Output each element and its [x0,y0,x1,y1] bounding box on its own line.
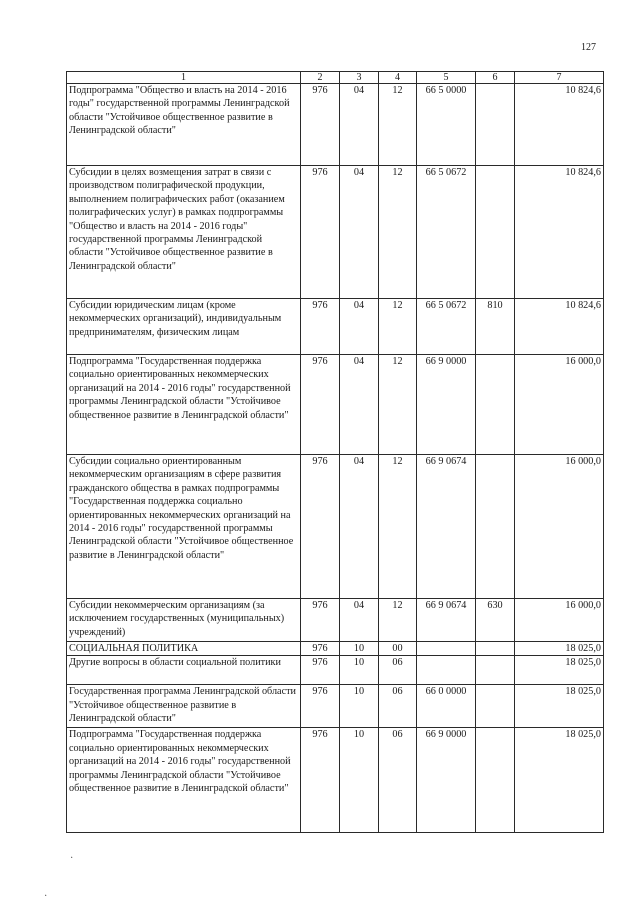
row-name: Другие вопросы в области социальной политики [67,656,301,685]
ministry-code: 976 [301,685,340,728]
expense-type-code [476,455,515,599]
target-article-code: 66 9 0674 [417,599,476,642]
amount: 16 000,0 [515,355,604,455]
target-article-code: 66 5 0672 [417,166,476,299]
amount: 18 025,0 [515,656,604,685]
row-name: Подпрограмма "Общество и власть на 2014 - 2016 годы" государственной программы Ленинградской области "Устойчивое общественное развитие в Ленинградской области" [67,84,301,166]
page-number: 127 [581,42,596,53]
budget-table [66,71,604,833]
expense-type-code [476,728,515,833]
scan-mark: ․ [70,850,74,861]
section-code: 04 [340,599,379,642]
table-row [67,84,604,166]
row-name: СОЦИАЛЬНАЯ ПОЛИТИКА [67,642,301,656]
column-number: 5 [417,72,476,84]
section-code: 04 [340,299,379,355]
column-number: 7 [515,72,604,84]
section-code: 04 [340,166,379,299]
column-number: 2 [301,72,340,84]
ministry-code: 976 [301,455,340,599]
subsection-code: 00 [379,642,417,656]
amount: 18 025,0 [515,642,604,656]
section-code: 04 [340,355,379,455]
ministry-code: 976 [301,355,340,455]
ministry-code: 976 [301,599,340,642]
target-article-code: 66 5 0672 [417,299,476,355]
subsection-code: 06 [379,656,417,685]
amount: 10 824,6 [515,84,604,166]
table-row [67,728,604,833]
expense-type-code [476,656,515,685]
table-row [67,299,604,355]
scan-mark: ․ [44,888,48,899]
column-number-row [67,72,604,84]
amount: 16 000,0 [515,455,604,599]
section-code: 10 [340,656,379,685]
expense-type-code: 810 [476,299,515,355]
expense-type-code [476,355,515,455]
row-name: Субсидии юридическим лицам (кроме некоммерческих организаций), индивидуальным предпринимателям, физическим лицам [67,299,301,355]
table-row [67,455,604,599]
ministry-code: 976 [301,728,340,833]
section-code: 10 [340,642,379,656]
amount: 10 824,6 [515,166,604,299]
table-row [67,599,604,642]
column-number: 6 [476,72,515,84]
target-article-code: 66 5 0000 [417,84,476,166]
ministry-code: 976 [301,84,340,166]
table-row [67,656,604,685]
row-name: Подпрограмма "Государственная поддержка социально ориентированных некоммерческих организаций на 2014 - 2016 годы" государственной программы Ленинградской области "Устойчивое общественное развитие в Ленинградской области" [67,355,301,455]
subsection-code: 12 [379,84,417,166]
row-name: Субсидии социально ориентированным некоммерческим организациям в сфере развития гражданского общества в рамках подпрограммы "Государственная поддержка социально ориентированных некоммерческих организаций на 2014 - 2016 годы" государственной программы Ленинградской области "Устойчивое общественное развитие в Ленинградской области" [67,455,301,599]
target-article-code [417,642,476,656]
target-article-code: 66 0 0000 [417,685,476,728]
target-article-code: 66 9 0000 [417,728,476,833]
subsection-code: 06 [379,685,417,728]
subsection-code: 12 [379,299,417,355]
table-row [67,642,604,656]
target-article-code [417,656,476,685]
section-code: 10 [340,728,379,833]
column-number: 4 [379,72,417,84]
amount: 16 000,0 [515,599,604,642]
subsection-code: 12 [379,455,417,599]
row-name: Подпрограмма "Государственная поддержка социально ориентированных некоммерческих организаций на 2014 - 2016 годы" государственной программы Ленинградской области "Устойчивое общественное развитие в Ленинградской области" [67,728,301,833]
ministry-code: 976 [301,642,340,656]
expense-type-code [476,84,515,166]
subsection-code: 12 [379,355,417,455]
expense-type-code [476,685,515,728]
target-article-code: 66 9 0000 [417,355,476,455]
expense-type-code [476,642,515,656]
column-number: 3 [340,72,379,84]
amount: 18 025,0 [515,685,604,728]
table-row [67,355,604,455]
subsection-code: 12 [379,166,417,299]
subsection-code: 12 [379,599,417,642]
section-code: 04 [340,455,379,599]
subsection-code: 06 [379,728,417,833]
table-row [67,166,604,299]
section-code: 04 [340,84,379,166]
ministry-code: 976 [301,656,340,685]
target-article-code: 66 9 0674 [417,455,476,599]
column-number: 1 [67,72,301,84]
row-name: Государственная программа Ленинградской области "Устойчивое общественное развитие в Ленинградской области" [67,685,301,728]
expense-type-code: 630 [476,599,515,642]
ministry-code: 976 [301,166,340,299]
row-name: Субсидии некоммерческим организациям (за исключением государственных (муниципальных) учреждений) [67,599,301,642]
row-name: Субсидии в целях возмещения затрат в связи с производством полиграфической продукции, выполнением полиграфических работ (оказанием полиграфических услуг) в рамках подпрограммы "Общество и власть на 2014 - 2016 годы" государственной программы Ленинградской области "Устойчивое общественное развитие в Ленинградской области" [67,166,301,299]
section-code: 10 [340,685,379,728]
ministry-code: 976 [301,299,340,355]
table-row [67,685,604,728]
expense-type-code [476,166,515,299]
amount: 10 824,6 [515,299,604,355]
amount: 18 025,0 [515,728,604,833]
